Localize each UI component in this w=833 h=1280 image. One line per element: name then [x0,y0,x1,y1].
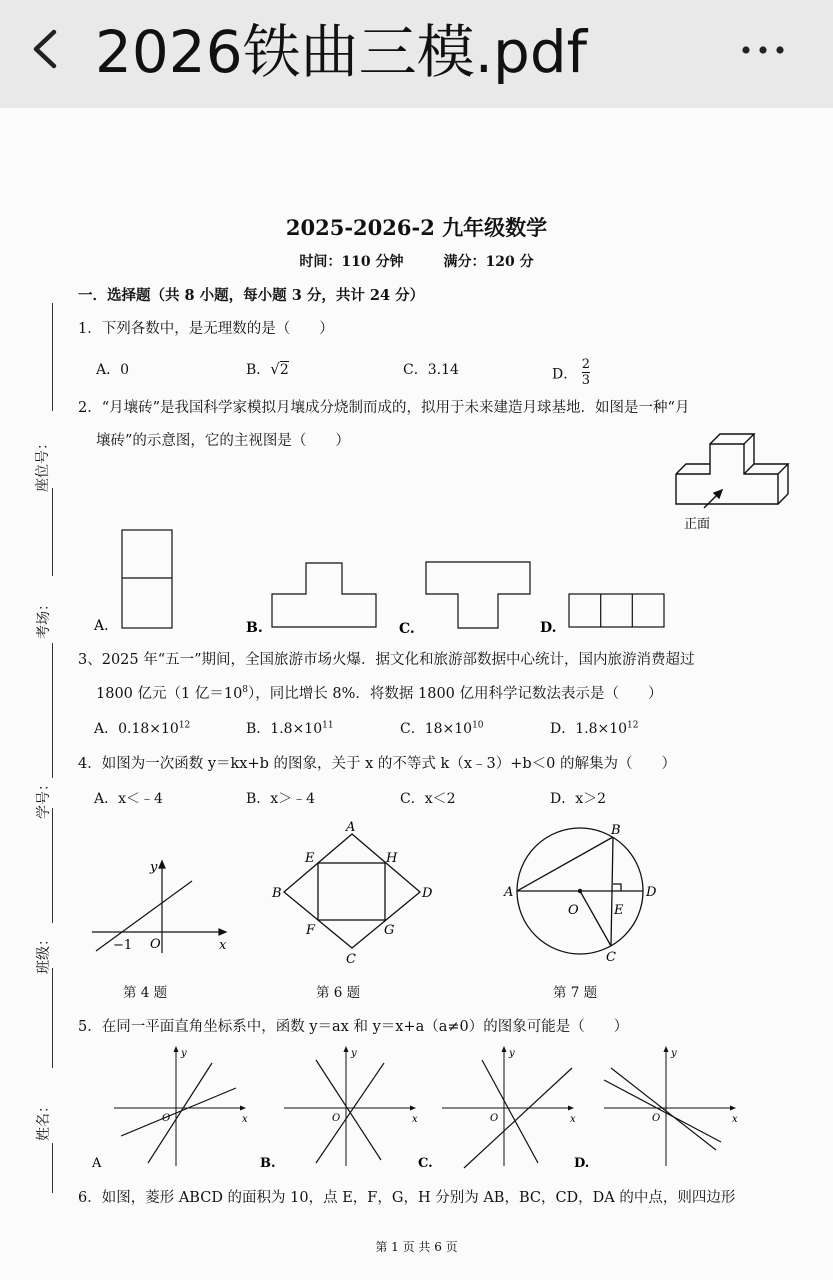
figure-6 [270,820,440,970]
figure-6-caption: 第 6 题 [316,985,361,1001]
q1-option-b: B．√2 [246,360,289,378]
svg-text:x: x [242,1114,248,1125]
exam-room-label: 考场： [36,597,52,639]
svg-text:O: O [568,903,579,918]
svg-text:O: O [150,937,161,952]
question-1: 1．下列各数中，是无理数的是（ ） [78,321,334,337]
exam-title: 2025-2026-2 九年级数学 [285,215,548,240]
svg-text:A: A [346,820,356,835]
svg-text:F: F [306,923,316,938]
margin-line [52,303,53,411]
question-3-line1: 3、2025 年“五一”期间，全国旅游市场火爆．据文化和旅游部数据中心统计，国内旅游消费超过 [78,652,695,668]
name-label: 姓名： [36,1099,52,1141]
q5-options-figure [88,1038,748,1173]
exam-meta [0,251,833,271]
app-header [0,0,833,108]
svg-text:D: D [422,886,433,901]
q2-options-figure [90,528,690,638]
q2-option-a-label: A. [94,618,109,634]
question-2-line1: 2．“月壤砖”是我国科学家模拟月壤成分烧制而成的，拟用于未来建造月球基地．如图是一种“月 [78,400,690,416]
figure-4 [88,853,238,958]
q4-option-b: B．x＞﹣4 [246,791,316,807]
figure-7 [500,816,670,966]
svg-text:y: y [181,1048,187,1059]
svg-text:y: y [671,1048,677,1059]
q2-option-d-shape [569,594,664,627]
svg-text:x: x [570,1114,576,1125]
q3-option-a: A．$0.18\times 10^{12}$ [94,720,191,737]
seat-label: 座位号： [35,436,51,492]
margin-line [52,643,53,778]
student-id-label: 学号： [36,777,52,819]
svg-text:E: E [305,851,315,866]
exam-time: 时间：110 分钟 [299,254,404,270]
svg-text:x: x [732,1114,738,1125]
margin-line [52,968,53,1068]
q5-label-c: C. [418,1156,433,1171]
q3-option-d: D．$1.8\times 10^{12}$ [550,720,639,737]
svg-text:O: O [332,1113,341,1124]
line-graph [96,881,192,951]
svg-text:A: A [504,885,514,900]
q2-option-c-label: C. [399,621,415,637]
section-heading: 一．选择题（共 8 小题，每小题 3 分，共计 24 分） [78,287,425,304]
q4-option-c: C．x＜2 [400,791,456,807]
svg-text:O: O [652,1113,661,1124]
svg-text:O: O [490,1113,499,1124]
q3-option-c: C．$18\times 10^{10}$ [400,720,484,737]
q1-option-d: D． $\frac{2}{3}$ [552,357,590,388]
svg-text:C: C [606,950,616,965]
margin-line [52,1143,53,1193]
svg-text:y: y [351,1048,357,1059]
q4-option-d: D．x＞2 [550,791,607,807]
q5-label-a: A [92,1156,102,1171]
svg-text:C: C [346,952,356,967]
svg-text:x: x [219,938,227,953]
q5-label-b: B. [260,1156,276,1171]
chevron-left-icon[interactable] [22,18,72,80]
more-dots-icon[interactable] [738,36,788,64]
q5-graph-d [604,1046,738,1166]
svg-text:y: y [509,1048,515,1059]
q4-option-a: A．x＜﹣4 [94,791,163,807]
svg-text:E: E [614,903,624,918]
q2-option-d-label: D. [540,620,557,636]
q2-option-a-shape [122,530,172,628]
margin-line [52,488,53,576]
margin-line [52,808,53,923]
q3-option-b: B．$1.8\times 10^{11}$ [246,720,334,737]
page-footer: 第 1 页 共 6 页 [375,1240,458,1254]
figure-7-caption: 第 7 题 [553,985,598,1001]
document-title: 2026铁曲三模.pdf [95,18,588,86]
q2-option-c-shape [426,562,530,628]
class-label: 班级： [36,932,52,974]
svg-text:D: D [646,885,657,900]
exam-score: 满分：120 分 [443,254,534,270]
q5-graph-b [284,1046,418,1166]
question-4: 4．如图为一次函数 y＝kx+b 的图象，关于 x 的不等式 k（x﹣3）+b＜0 的解集为（ ） [78,756,676,772]
svg-text:G: G [384,923,395,938]
q2-option-b-label: B. [246,620,263,636]
svg-text:B: B [611,823,621,838]
svg-text:−1: −1 [113,938,133,953]
question-3-line2: 1800 亿元（1 亿$=10^8$），同比增长 8%．将数据 1800 亿用科学记数法表示是（ ） [96,685,663,702]
q1-option-a: A．0 [96,362,130,378]
svg-text:H: H [386,851,398,866]
front-label: 正面 [684,517,711,532]
pdf-page[interactable] [0,108,833,1280]
q5-graph-c [442,1046,576,1168]
moon-brick-figure [670,424,805,534]
svg-text:B: B [272,886,282,901]
q5-label-d: D. [574,1156,590,1171]
question-5: 5．在同一平面直角坐标系中，函数 y＝ax 和 y＝x+a（a≠0）的图象可能是（ ） [78,1019,629,1035]
question-2-line2: 壤砖”的示意图，它的主视图是（ ） [96,433,350,449]
svg-text:x: x [412,1114,418,1125]
q5-graph-a [114,1046,248,1166]
question-6: 6．如图，菱形 ABCD 的面积为 10，点 E，F，G，H 分别为 AB，BC，CD，DA 的中点，则四边形 [78,1190,736,1206]
figure-4-caption: 第 4 题 [123,985,168,1001]
svg-text:O: O [162,1113,171,1124]
svg-text:y: y [150,860,158,875]
q2-option-b-shape [272,563,376,627]
q1-option-c: C．3.14 [403,362,459,378]
